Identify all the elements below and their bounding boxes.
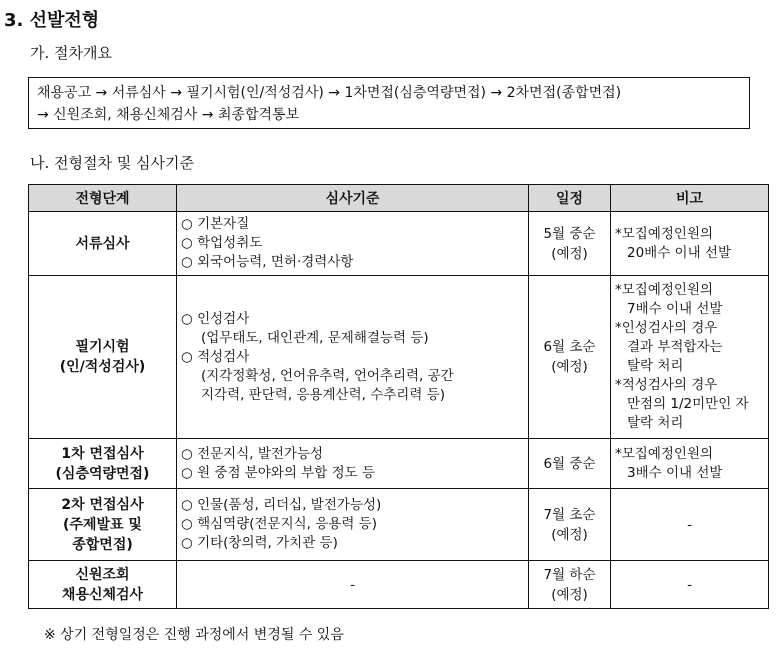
schedule-cell — [529, 489, 611, 561]
notes-cell — [611, 561, 769, 609]
notes-cell — [611, 212, 769, 276]
notes-cell — [611, 276, 769, 439]
stage-text: 1차 면접심사 — [61, 445, 144, 462]
table-row — [29, 561, 769, 609]
schedule-text: 5월 중순 — [543, 225, 596, 242]
note-line: 20배수 이내 선발 — [627, 244, 732, 261]
note-line: - — [687, 516, 692, 533]
stage-cell — [29, 489, 177, 561]
notes-cell — [611, 489, 769, 561]
stage-text: 채용신체검사 — [61, 586, 144, 603]
note-line: 만점의 1/2미만인 자 — [627, 396, 749, 412]
criteria-cell — [177, 439, 529, 489]
criteria-item: ○ 인성검사 — [181, 310, 250, 327]
criteria-cell — [177, 212, 529, 276]
criteria-item: ○ 적성검사 — [181, 348, 250, 365]
criteria-item: - — [350, 576, 355, 593]
notes-cell — [611, 439, 769, 489]
schedule-cell — [529, 439, 611, 489]
header-schedule: 일정 — [529, 185, 611, 212]
schedule-cell — [529, 276, 611, 439]
note-line: 3배수 이내 선발 — [627, 464, 723, 481]
criteria-item: ○ 학업성취도 — [181, 235, 263, 251]
schedule-text: 7월 초순 — [543, 506, 596, 523]
criteria-cell — [177, 489, 529, 561]
criteria-heading: 나. 전형절차 및 심사기준 — [30, 154, 194, 172]
footer-note: ※ 상기 전형일정은 진행 과정에서 변경될 수 있음 — [44, 627, 344, 643]
schedule-text: (예정) — [551, 245, 588, 262]
stage-cell — [29, 276, 177, 439]
schedule-text: (예정) — [551, 586, 588, 603]
schedule-text: (예정) — [551, 526, 588, 543]
criteria-item: ○ 원 중점 분야와의 부합 정도 등 — [181, 464, 376, 481]
selection-criteria-table — [28, 184, 769, 609]
flow-line-2: → 신원조회, 채용신체검사 → 최종합격통보 — [37, 107, 300, 123]
table-row — [29, 276, 769, 439]
criteria-item: ○ 전문지식, 발전가능성 — [181, 445, 324, 462]
criteria-detail: (업무태도, 대인관계, 문제해결능력 등) — [201, 329, 429, 346]
criteria-item: ○ 외국어능력, 면허·경력사항 — [181, 254, 354, 270]
stage-text: 신원조회 — [75, 566, 130, 583]
table-header-row — [29, 185, 769, 212]
criteria-cell — [177, 561, 529, 609]
stage-cell — [29, 561, 177, 609]
table-row — [29, 439, 769, 489]
criteria-item: ○ 기타(창의력, 가치관 등) — [181, 535, 338, 551]
criteria-detail: 지각력, 판단력, 응용계산력, 수추리력 등) — [201, 386, 445, 403]
note-line: 탈락 처리 — [627, 358, 684, 374]
note-line: 결과 부적합자는 — [627, 339, 723, 355]
table-row — [29, 212, 769, 276]
stage-text: (심층역량면접) — [55, 465, 150, 482]
schedule-cell — [529, 212, 611, 276]
header-criteria: 심사기준 — [177, 185, 529, 212]
schedule-text: 6월 초순 — [543, 339, 596, 355]
schedule-text: 6월 중순 — [543, 455, 596, 472]
note-line: *모집예정인원의 — [615, 282, 714, 298]
note-line: *모집예정인원의 — [615, 225, 714, 242]
note-line: 탈락 처리 — [627, 415, 684, 431]
schedule-text: (예정) — [551, 359, 588, 375]
note-line: - — [687, 576, 692, 593]
schedule-cell — [529, 561, 611, 609]
stage-text: 필기시험 — [75, 339, 130, 355]
table-row — [29, 489, 769, 561]
procedure-flow-box — [28, 77, 750, 129]
section-title: 3. 선발전형 — [4, 10, 100, 31]
note-line: *적성검사의 경우 — [615, 377, 718, 393]
criteria-item: ○ 인물(품성, 리더십, 발전가능성) — [181, 497, 382, 513]
criteria-detail: (지각정확성, 언어유추력, 언어추리력, 공간 — [201, 367, 454, 384]
stage-cell — [29, 439, 177, 489]
stage-text: 종합면접) — [72, 536, 133, 553]
criteria-item: ○ 기본자질 — [181, 216, 250, 232]
header-stage: 전형단계 — [29, 185, 177, 212]
stage-cell — [29, 212, 177, 276]
flow-line-1: 채용공고 → 서류심사 → 필기시험(인/적성검사) → 1차면접(심층역량면접) → 2차면접(종합면접) — [37, 85, 622, 101]
criteria-cell — [177, 276, 529, 439]
stage-text: 서류심사 — [75, 235, 130, 252]
stage-text: 2차 면접심사 — [61, 496, 144, 513]
note-line: 7배수 이내 선발 — [627, 301, 723, 317]
stage-text: (주제발표 및 — [63, 516, 142, 533]
stage-text: (인/적성검사) — [59, 359, 146, 375]
header-notes: 비고 — [611, 185, 769, 212]
criteria-item: ○ 핵심역량(전문지식, 응용력 등) — [181, 516, 377, 532]
note-line: *모집예정인원의 — [615, 445, 714, 462]
note-line: *인성검사의 경우 — [615, 320, 718, 336]
schedule-text: 7월 하순 — [543, 566, 596, 583]
procedure-heading: 가. 절차개요 — [30, 44, 112, 62]
